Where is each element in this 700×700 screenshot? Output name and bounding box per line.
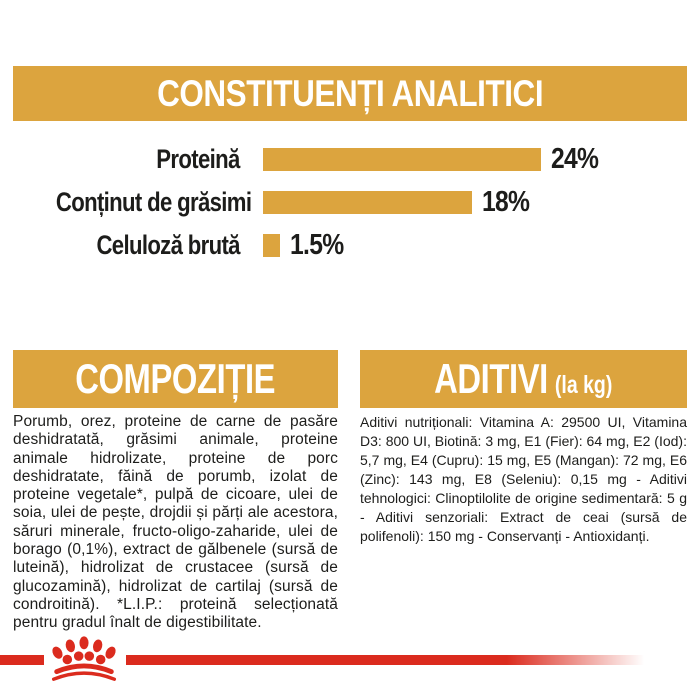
footer-divider-right <box>126 655 655 665</box>
additives-body-text: Aditivi nutriționali: Vitamina A: 29500 UI, Vitamina D3: 800 UI, Biotină: 3 mg, E1 (Fier): 64 mg, E2 (Iod): 5,7 mg, E4 (Cupru): 15 mg, E5 (Mangan): 72 mg, E6 (Zinc): 143 mg, E8 (Seleniu): 0,15 mg - Aditivi tehnologici: Clinoptilolite de origine sedimentară: 5 g - Aditivi senzoriali: Extract de ceai (sursă de polifenoli): 150 mg - Conservanți - Antioxidanți. <box>360 414 687 544</box>
composition-section-banner <box>13 350 338 408</box>
composition-body-text: Porumb, orez, proteine de carne de pasăre deshidratată, grăsimi animale, proteine animale hidrolizate, proteine de porc deshidratate, făină de porumb, izolat de proteine vegetale*, pulpă de cicoare, ulei de soia, ulei de pește, drojdii și părți ale acestora, săruri minerale, fructo-oligo-zaharide, ulei de borago (0,1%), extract de gălbenele (sursă de luteină), hidrolizat de crustacee (sursă de glucozamină), hidrolizat de cartilaj (sursă de condroitină). *L.I.P.: proteină selecționată pentru gradul înalt de digestibilitate. <box>13 413 338 632</box>
footer-divider-left <box>0 655 44 665</box>
additives-unit-label: (la kg) <box>555 371 613 399</box>
bar-label-fibre: Celuloză brută <box>96 230 240 260</box>
protein-bar-value: 24% <box>551 143 599 175</box>
chart-row-fibre <box>13 229 700 261</box>
additives-section-title <box>434 355 612 403</box>
protein-bar <box>263 148 541 171</box>
fat-bar <box>263 191 472 214</box>
analytical-section-title: CONSTITUENȚI ANALITICI <box>156 72 544 114</box>
royal-canin-crown-logo-icon <box>46 636 122 683</box>
bar-label-protein: Proteină <box>156 144 240 174</box>
additives-title-text: ADITIVI <box>434 355 549 402</box>
fat-bar-value: 18% <box>482 186 530 218</box>
chart-row-fat <box>13 186 700 218</box>
analytical-section-banner <box>13 66 687 121</box>
fibre-bar <box>263 234 280 257</box>
composition-section-title: COMPOZIȚIE <box>75 355 276 402</box>
fibre-bar-value: 1.5% <box>290 229 344 261</box>
chart-row-protein <box>13 143 700 175</box>
additives-section-banner <box>360 350 687 408</box>
bar-label-fat: Conținut de grăsimi <box>55 187 252 217</box>
